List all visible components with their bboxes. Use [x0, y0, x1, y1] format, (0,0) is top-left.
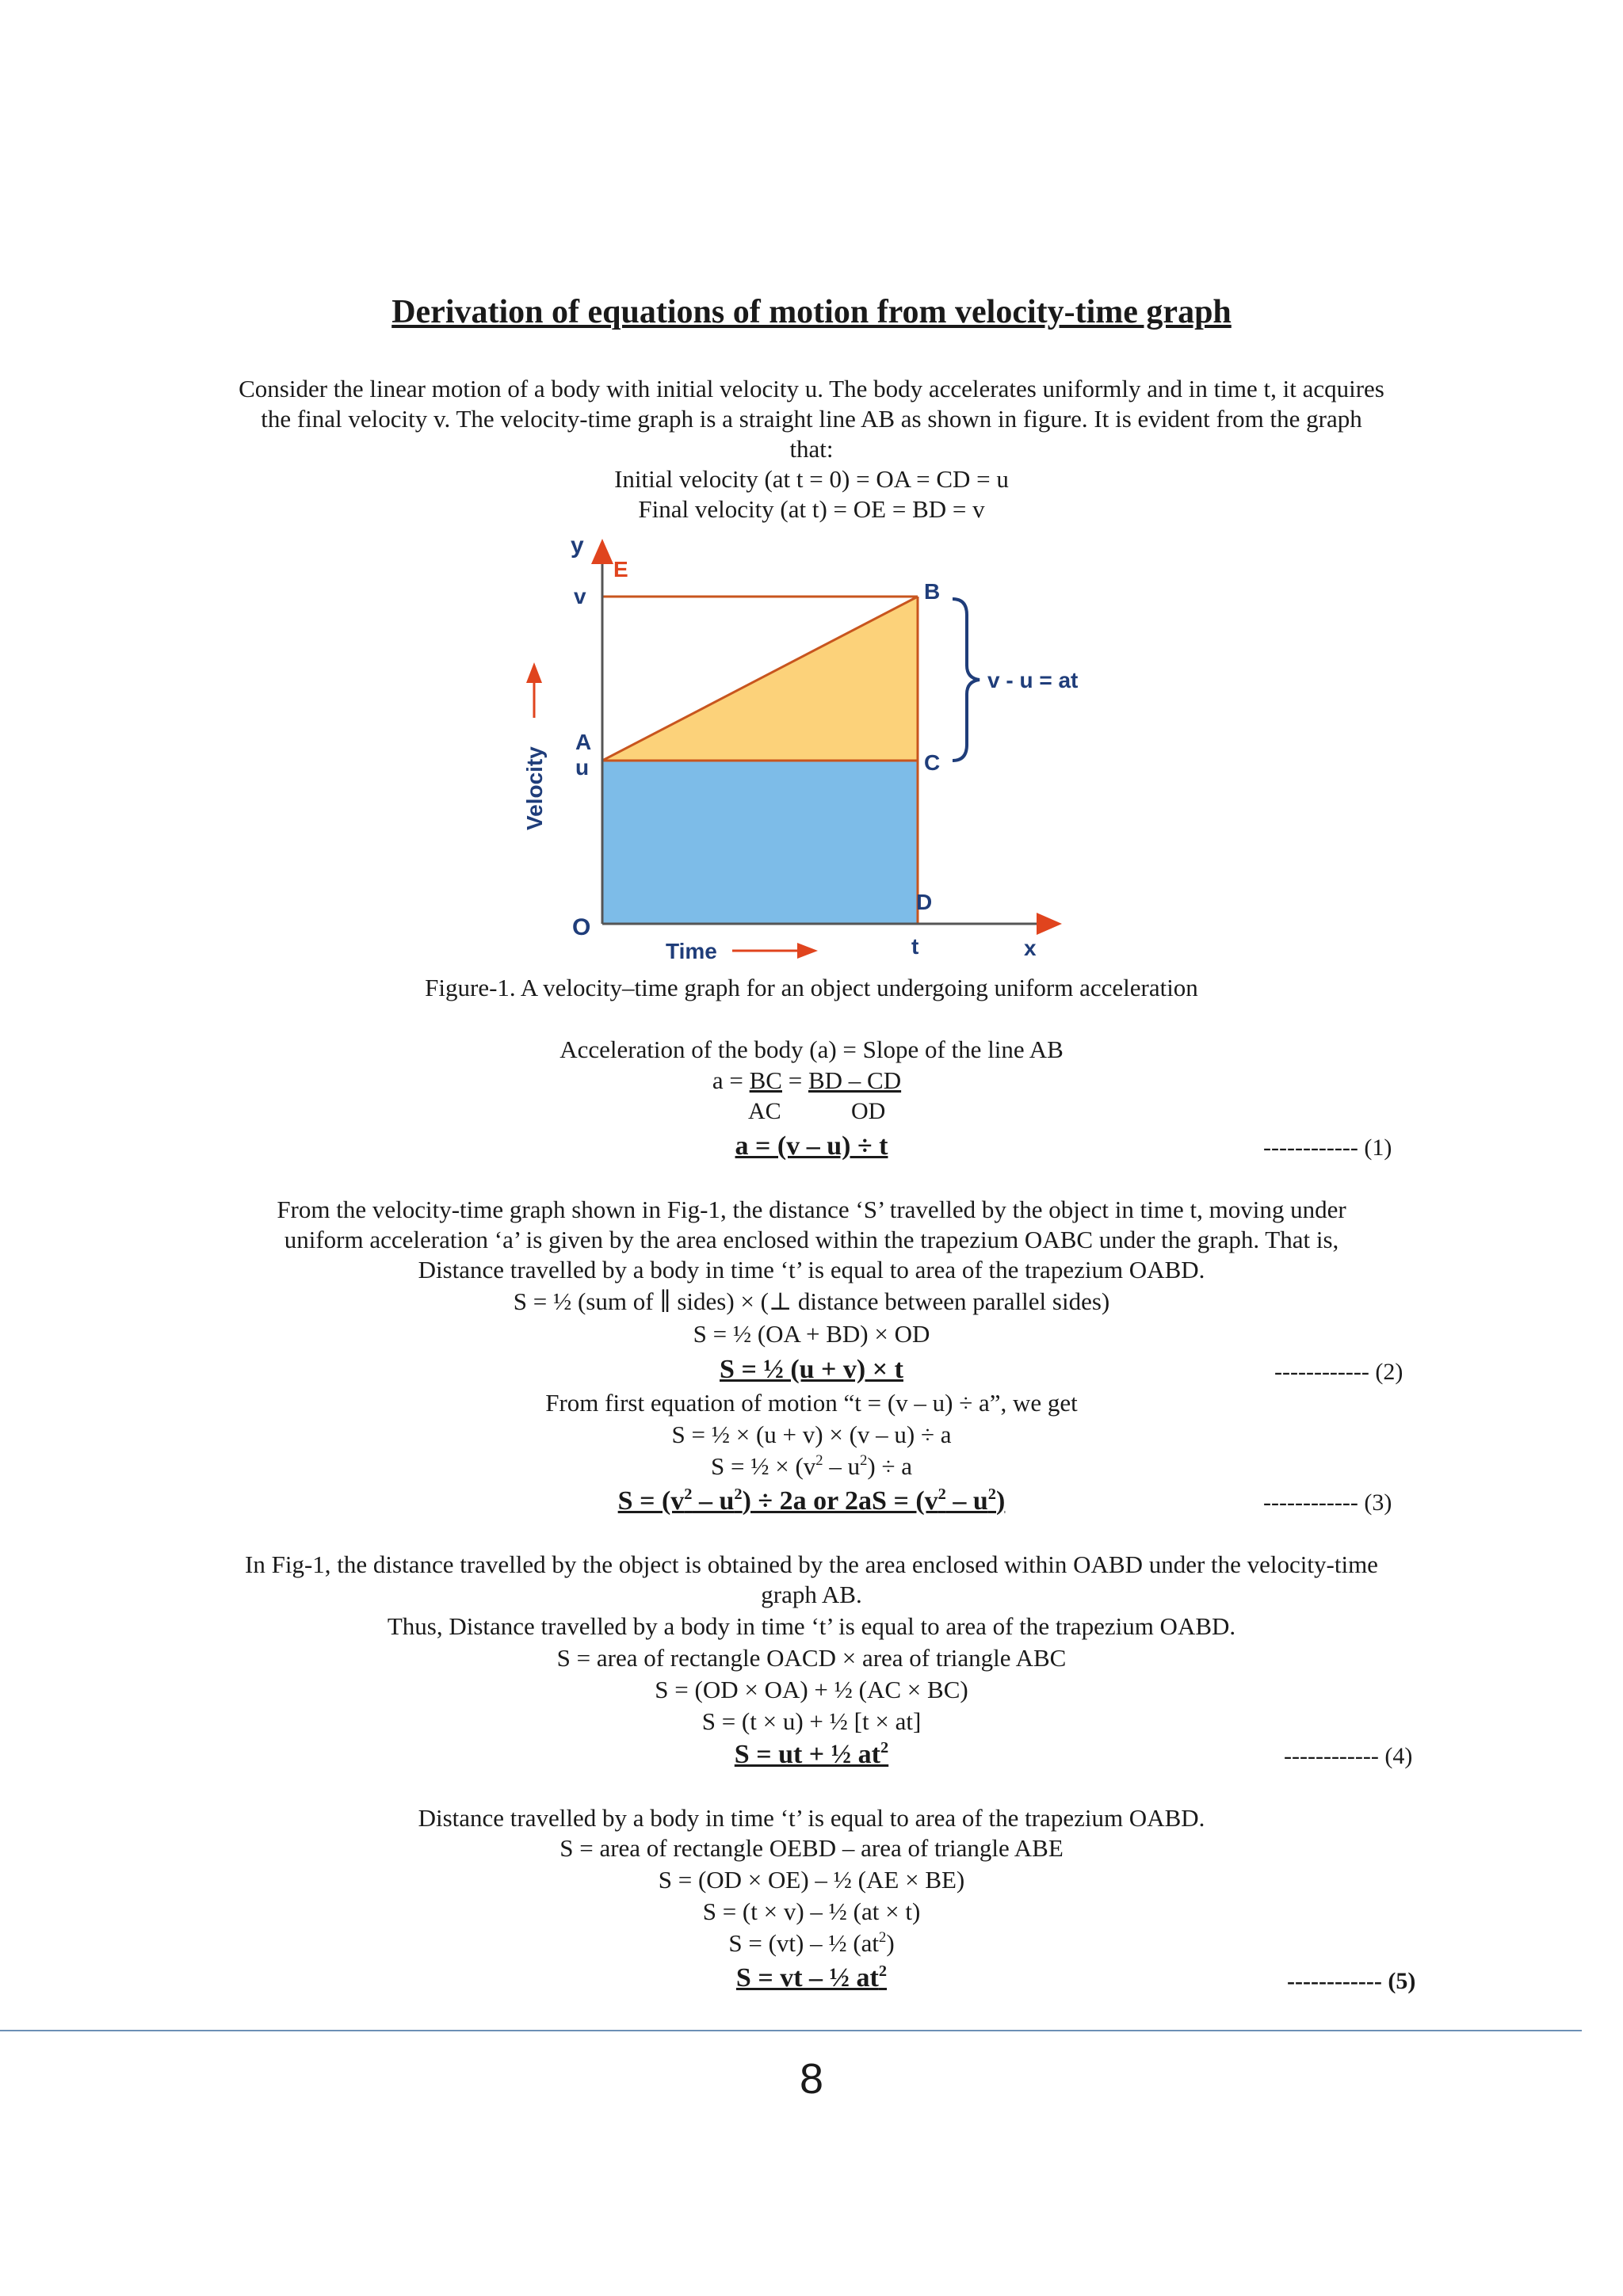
label-c: C [924, 750, 941, 775]
equation-5: S = vt – ½ $at^2$ [735, 1962, 888, 1993]
sec2-line-5: S = ½ (OA + BD) × OD [693, 1320, 930, 1348]
label-u: u [575, 755, 590, 780]
sec3-line-1: In Fig-1, the distance travelled by the object is obtained by the area enclosed within OABD under the velocity-time [245, 1550, 1378, 1578]
intro-line-5: Final velocity (at t) = OE = BD = v [638, 495, 985, 523]
sec2-line-7: S = ½ × (u + v) × (v – u) ÷ a [671, 1421, 952, 1448]
label-b: B [924, 579, 941, 604]
accel-fraction-top [0, 1066, 1618, 1096]
label-e: E [613, 557, 628, 582]
brace [953, 599, 980, 761]
label-a: A [575, 730, 592, 754]
sec2-line-4: S = ½ (sum of ∥ sides) × (⊥ distance between parallel sides) [513, 1287, 1110, 1315]
sec3-line-4: S = area of rectangle OACD × area of triangle ABC [556, 1644, 1067, 1672]
page-title: Derivation of equations of motion from velocity-time graph [391, 294, 1232, 330]
brace-label: v - u = at [987, 668, 1079, 692]
rectangle-oacd [602, 761, 918, 924]
label-x: x [1024, 936, 1037, 960]
equation-2-ref: ------------ (2) [1274, 1359, 1403, 1385]
sec2-line-2: uniform acceleration ‘a’ is given by the area enclosed within the trapezium OABC under the graph. That is, [284, 1226, 1339, 1253]
time-arrow-head [797, 943, 818, 959]
equation-5-ref: ------------ (5) [1287, 1968, 1416, 1994]
eq-sign: = [781, 1066, 808, 1094]
od-denominator: OD [851, 1098, 886, 1124]
sec3-line-2: graph AB. [761, 1581, 862, 1608]
equation-4: S = ut + ½ $at^2$ [734, 1738, 889, 1769]
intro-line-3: that: [789, 435, 834, 463]
equation-2: S = ½ (u + v) × t [720, 1355, 903, 1384]
sec3-line-5: S = (OD × OA) + ½ (AC × BC) [655, 1676, 968, 1703]
time-axis-title: Time [666, 939, 717, 963]
equation-3-ref: ------------ (3) [1263, 1489, 1392, 1516]
bc-numerator: BC [749, 1066, 782, 1094]
velocity-arrow-head [526, 662, 542, 683]
equation-3: $S = (v^2 - u^2) \div 2a$ or $2aS = (v^2 - u^2)$ [617, 1485, 1006, 1516]
intro-line-4: Initial velocity (at t = 0) = OA = CD = u [614, 465, 1009, 493]
sec3-line-6: S = (t × u) + ½ [t × at] [701, 1707, 922, 1735]
velocity-time-graph [507, 529, 1125, 967]
equation-1: a = (v – u) ÷ t [735, 1131, 888, 1161]
equation-1-ref: ------------ (1) [1263, 1135, 1392, 1161]
footer-rule [0, 2030, 1582, 2031]
velocity-axis-title: Velocity [522, 746, 547, 830]
sec4-line-3: S = (OD × OE) – ½ (AE × BE) [658, 1866, 965, 1894]
x-axis-arrow [1037, 913, 1062, 935]
ac-denominator: AC [748, 1098, 781, 1124]
sec2-line-6: From first equation of motion “t = (v – u) ÷ a”, we get [545, 1389, 1078, 1417]
sec4-line-4: S = (t × v) – ½ (at × t) [702, 1897, 921, 1925]
sec3-line-3: Thus, Distance travelled by a body in time ‘t’ is equal to area of the trapezium OABD. [387, 1612, 1236, 1640]
label-t: t [911, 934, 919, 959]
a-prefix: a = [712, 1066, 750, 1094]
page-number: 8 [799, 2055, 824, 2103]
intro-line-1: Consider the linear motion of a body with initial velocity u. The body accelerates uniformly and in time t, it acquires [239, 375, 1384, 402]
figure-caption: Figure-1. A velocity–time graph for an object undergoing uniform acceleration [425, 974, 1198, 1001]
accel-statement: Acceleration of the body (a) = Slope of the line AB [559, 1035, 1064, 1063]
sec4-line-1: Distance travelled by a body in time ‘t’ is equal to area of the trapezium OABD. [418, 1804, 1205, 1832]
label-y: y [571, 532, 584, 559]
label-v: v [574, 584, 586, 608]
label-o: O [572, 914, 591, 940]
sec2-line-8: S = ½ × $(v^2 - u^2) \div a$ [711, 1451, 912, 1480]
sec4-line-5: S = (vt) – ½ $(at^2)$ [728, 1928, 895, 1957]
sec2-line-3: Distance travelled by a body in time ‘t’ is equal to area of the trapezium OABD. [418, 1256, 1205, 1283]
bdcd-numerator: BD – CD [808, 1066, 902, 1094]
graph-svg [507, 529, 1125, 967]
intro-line-2: the final velocity v. The velocity-time graph is a straight line AB as shown in figure. It is evident from the graph [261, 405, 1362, 433]
y-axis-arrow [591, 539, 613, 564]
label-d: D [916, 890, 933, 914]
sec2-line-1: From the velocity-time graph shown in Fig-1, the distance ‘S’ travelled by the object in time t, moving under [277, 1196, 1346, 1223]
equation-4-ref: ------------ (4) [1284, 1743, 1413, 1769]
sec4-line-2: S = area of rectangle OEBD – area of triangle ABE [559, 1834, 1064, 1862]
